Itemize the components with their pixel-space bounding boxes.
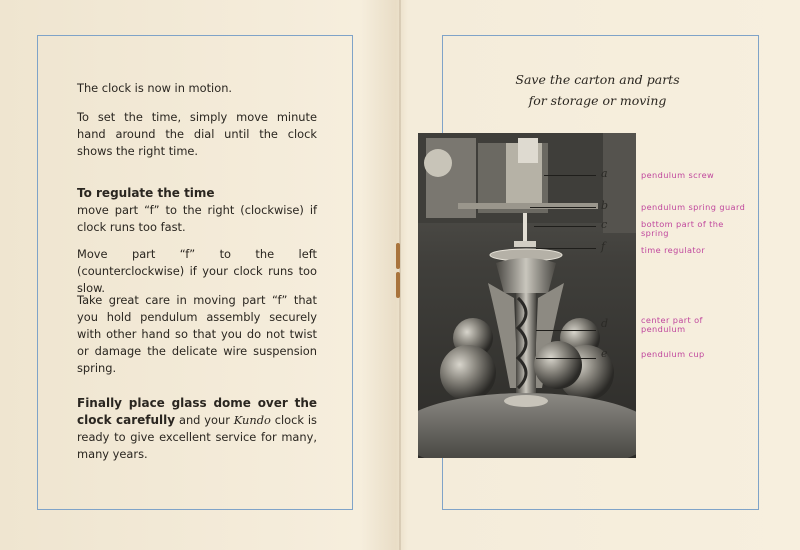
letter-d: d [601,317,609,330]
paragraph-final [77,395,317,463]
paragraph-set-time: To set the time, simply move minute hand around the dial until the clock shows the right time. [77,110,317,158]
regulate-heading [77,185,317,202]
label-pendulum-cup: pendulum cup [641,349,705,359]
letter-e: e [601,347,608,360]
paragraph-care: Take great care in moving part “f” that you hold pendulum assembly securely with other hand so that you do not twist or damage the delicate wire suspension spring. [77,293,317,375]
staple-bottom [396,272,400,298]
label-center-line1: center part of [641,315,703,325]
clock-mechanism-illustration [418,133,636,458]
letter-a: a [601,167,608,180]
letter-b: b [601,199,609,212]
label-bottom-spring-line2: spring [641,228,669,238]
letter-c: c [601,218,608,231]
leader-line-b [530,207,596,208]
label-pendulum-screw: pendulum screw [641,170,715,180]
final-bold-text: Finally place glass dome over the clock carefully [77,396,317,427]
clock-mechanism-photo [418,133,636,458]
final-rest-text: clock is ready to give excellent service for many, many years. [77,413,317,461]
brand-name: Kundo [233,413,271,427]
paragraph-motion: The clock is now in motion. [77,81,233,95]
leader-line-d [536,330,596,331]
staple-top [396,243,400,269]
final-and-text: and your [175,413,234,427]
leader-line-a [544,175,596,176]
label-bottom-spring-line1: bottom part of the [641,219,724,229]
save-heading-line2: for storage or moving [528,93,667,108]
leader-line-e [536,358,596,359]
letter-f: f [601,240,606,253]
label-spring-guard: pendulum spring guard [641,202,746,212]
regulate-heading-text: To regulate the time [77,186,215,200]
label-center-part [641,316,751,334]
save-heading-line1: Save the carton and parts [515,72,680,87]
leader-line-f [536,248,596,249]
paragraph-counterclockwise: Move part “f” to the left (counterclockwise) if your clock runs too slow. [77,247,317,295]
leader-line-c [534,226,596,227]
paragraph-clockwise: move part “f” to the right (clockwise) if clock runs too fast. [77,203,317,234]
label-time-regulator: time regulator [641,245,706,255]
label-center-line2: pendulum [641,324,686,334]
label-bottom-spring [641,220,751,238]
